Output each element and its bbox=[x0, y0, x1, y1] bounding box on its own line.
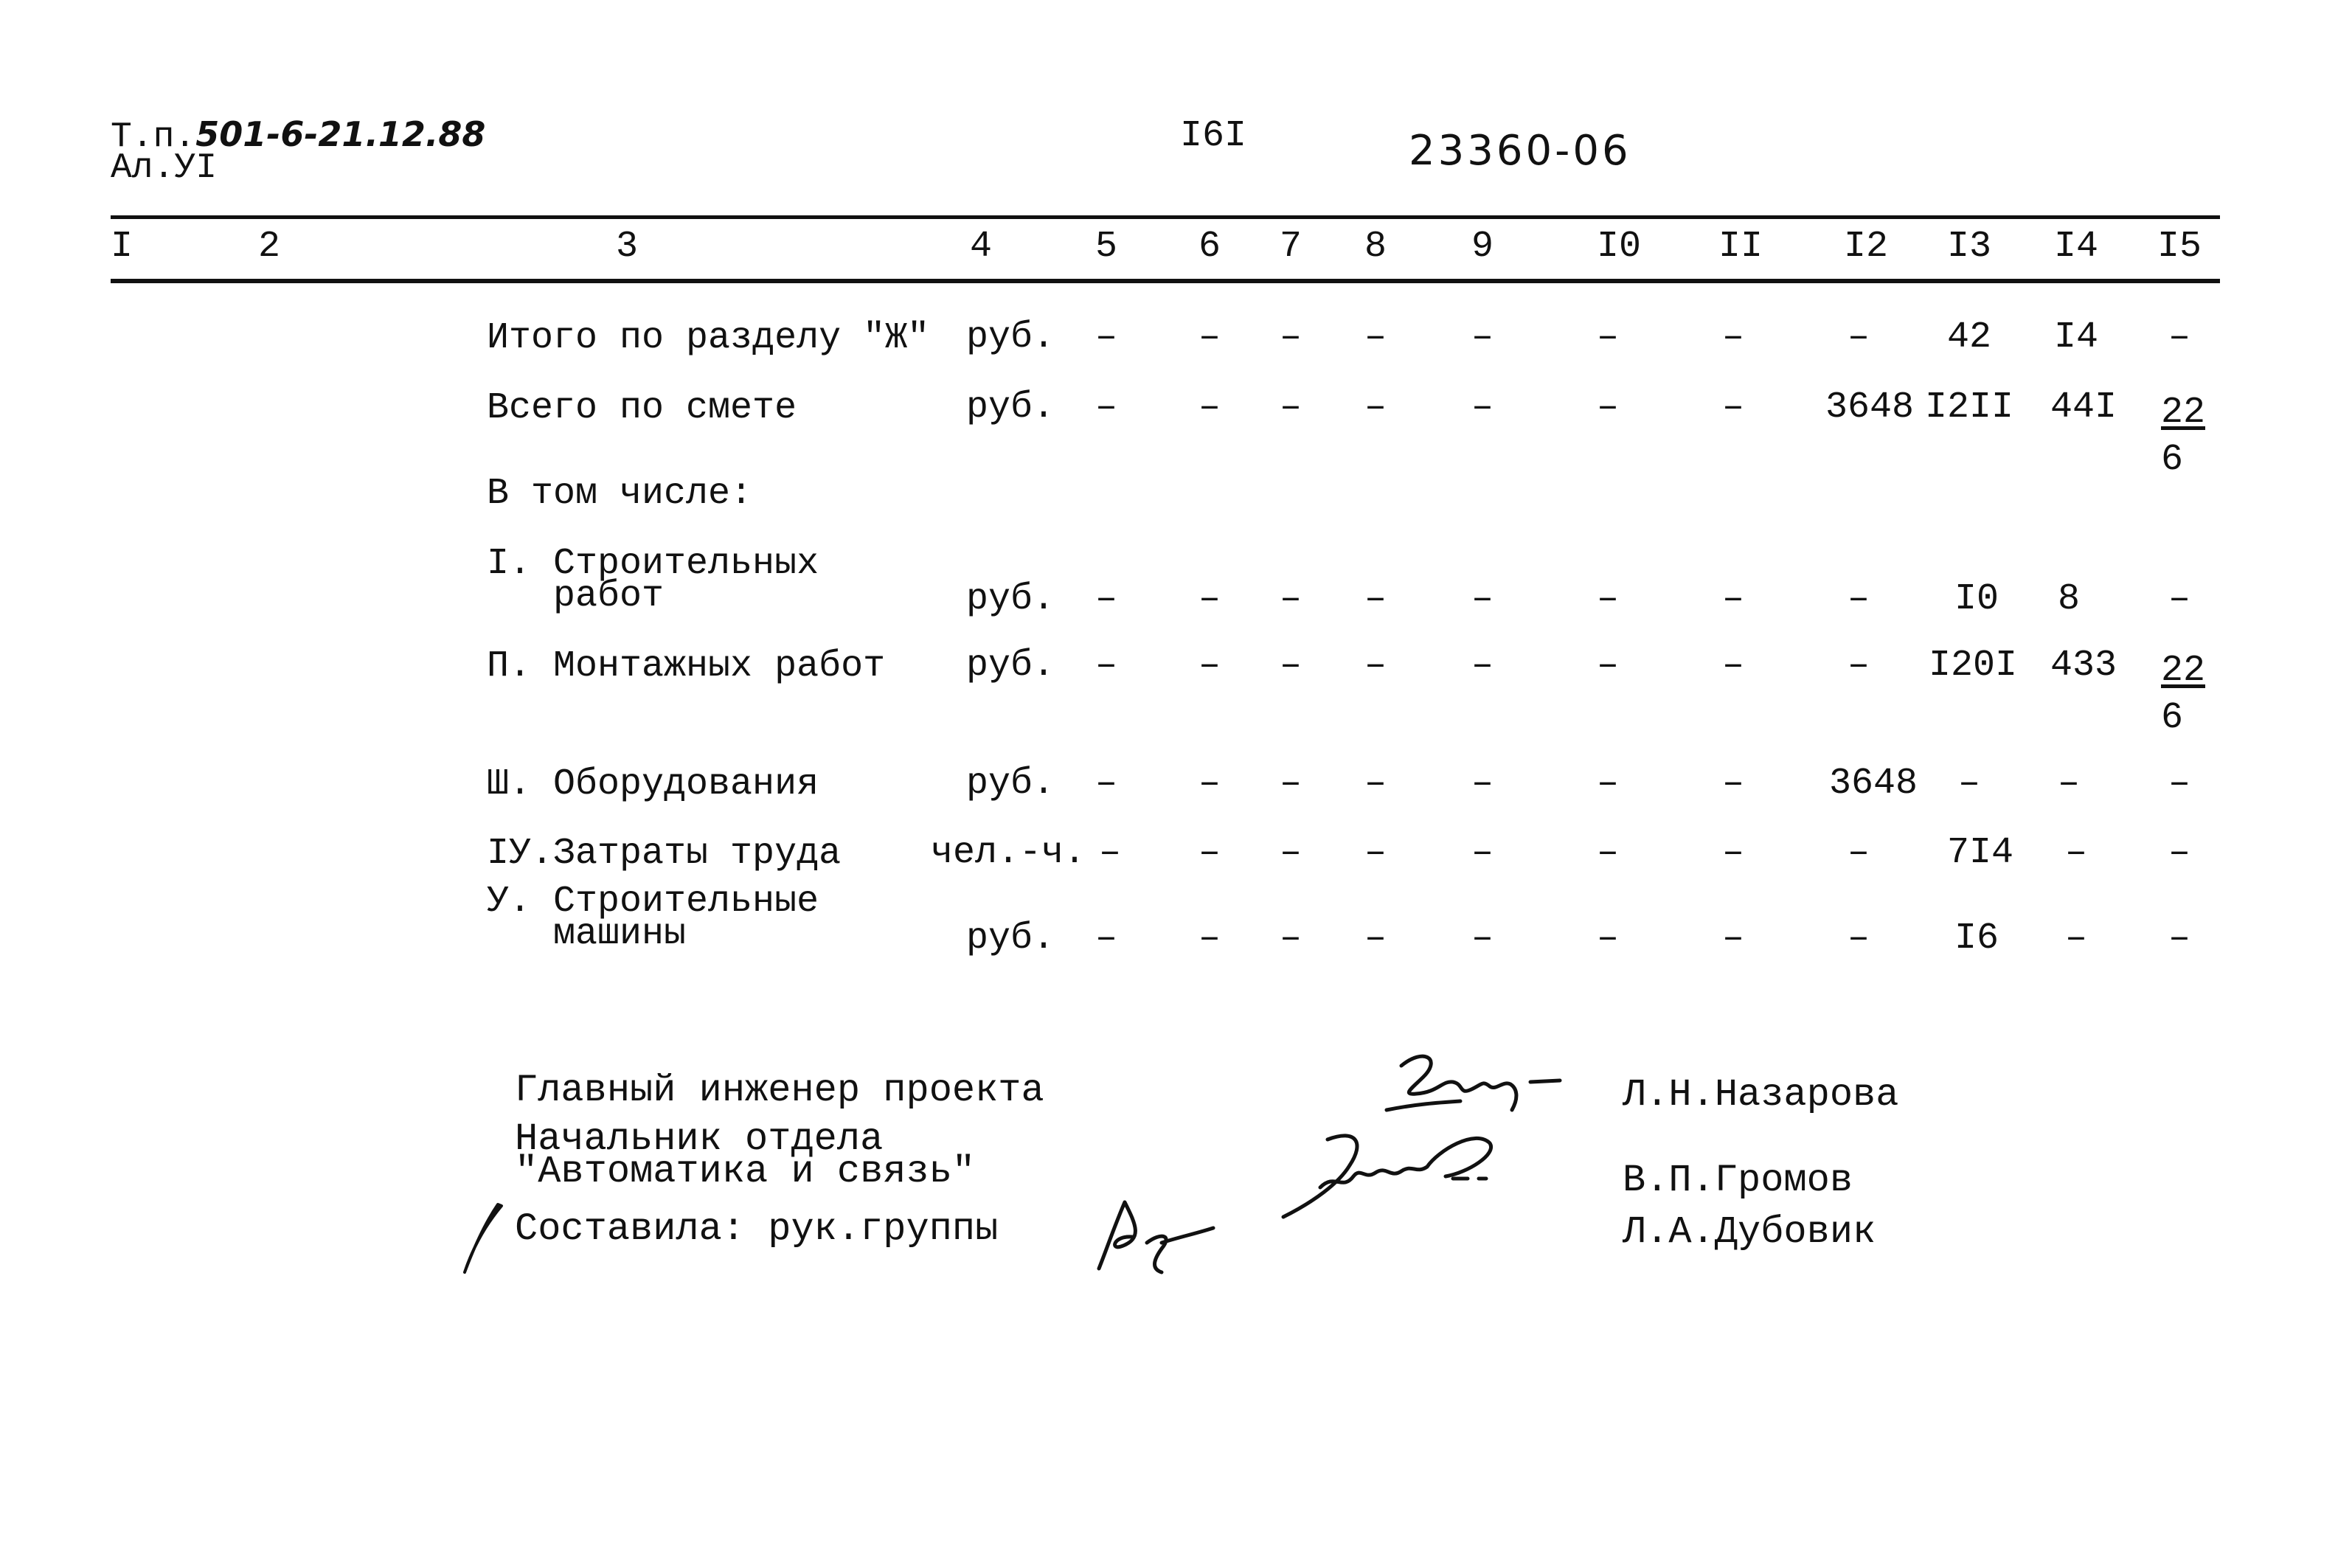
row-unit: руб. bbox=[966, 917, 1055, 960]
cell-col5: – bbox=[1095, 316, 1118, 358]
cell-col5: – bbox=[1098, 832, 1122, 874]
cell-col7: – bbox=[1279, 386, 1302, 429]
row-label: П. Монтажных работ bbox=[487, 645, 886, 687]
cell-col15 bbox=[2161, 648, 2205, 742]
table-top-rule bbox=[111, 215, 2220, 219]
cell-col6: – bbox=[1198, 917, 1221, 960]
col-header: 9 bbox=[1471, 226, 1494, 268]
cell-col6: – bbox=[1198, 386, 1221, 429]
row-label-line2: работ bbox=[553, 575, 665, 617]
cell-col12: 3648 bbox=[1825, 386, 1915, 429]
album-number: Ал.УI bbox=[111, 148, 218, 188]
cell-col15-top: 22 bbox=[2161, 650, 2206, 692]
signature-gromov bbox=[1269, 1121, 1512, 1224]
doc-prefix: Т.п. bbox=[111, 117, 196, 157]
col-header: 2 bbox=[257, 226, 281, 268]
cell-col12: – bbox=[1847, 917, 1870, 960]
cell-col5: – bbox=[1095, 645, 1118, 687]
cell-col15: – bbox=[2168, 578, 2191, 620]
cell-col8: – bbox=[1364, 832, 1387, 874]
cell-col13: – bbox=[1957, 763, 1981, 805]
cell-col9: – bbox=[1471, 763, 1494, 805]
row-label-line1: У. Строительные bbox=[487, 881, 819, 923]
cell-col9: – bbox=[1471, 386, 1494, 429]
cell-col9: – bbox=[1471, 316, 1494, 358]
cell-col10: – bbox=[1596, 316, 1620, 358]
cell-col10: – bbox=[1596, 386, 1620, 429]
col-header: 3 bbox=[615, 226, 639, 268]
row-label-line2: машины bbox=[553, 913, 687, 955]
col-header: I2 bbox=[1843, 226, 1889, 268]
cell-col10: – bbox=[1596, 578, 1620, 620]
cell-col11: – bbox=[1721, 917, 1745, 960]
cell-col11: – bbox=[1721, 386, 1745, 429]
doc-code-stamp: 23360-06 bbox=[1409, 127, 1631, 175]
check-mark bbox=[457, 1198, 509, 1280]
cell-col11: – bbox=[1721, 763, 1745, 805]
cell-col12: – bbox=[1847, 316, 1870, 358]
row-label: Итого по разделу "Ж" bbox=[487, 317, 930, 359]
cell-col15-bottom: 6 bbox=[2161, 439, 2184, 481]
cell-col6: – bbox=[1198, 316, 1221, 358]
cell-col7: – bbox=[1279, 917, 1302, 960]
cell-col5: – bbox=[1095, 917, 1118, 960]
row-label: IУ.Затраты труда bbox=[487, 833, 842, 875]
cell-col14: – bbox=[2057, 763, 2081, 805]
col-header: I5 bbox=[2157, 226, 2202, 268]
cell-col14: – bbox=[2064, 832, 2088, 874]
cell-col11: – bbox=[1721, 316, 1745, 358]
cell-col10: – bbox=[1596, 763, 1620, 805]
col-header: 5 bbox=[1095, 226, 1118, 268]
cell-col7: – bbox=[1279, 578, 1302, 620]
cell-col9: – bbox=[1471, 578, 1494, 620]
row-label: Всего по смете bbox=[487, 387, 797, 429]
cell-col14: 8 bbox=[2057, 578, 2081, 620]
dept-head-name: В.П.Громов bbox=[1623, 1159, 1853, 1202]
col-header: I0 bbox=[1596, 226, 1642, 268]
cell-col13: I2II bbox=[1924, 386, 2014, 429]
cell-col13: I6 bbox=[1954, 917, 1999, 960]
col-header: I4 bbox=[2053, 226, 2099, 268]
cell-col7: – bbox=[1279, 316, 1302, 358]
cell-col8: – bbox=[1364, 386, 1387, 429]
cell-col14: I4 bbox=[2053, 316, 2099, 358]
compiled-title: Составила: рук.группы bbox=[515, 1207, 999, 1251]
doc-handwritten-code: 501-6-21.12.88 bbox=[195, 114, 486, 154]
page-number: I6I bbox=[1180, 115, 1247, 157]
cell-col9: – bbox=[1471, 645, 1494, 687]
cell-col13: I20I bbox=[1928, 645, 2018, 687]
cell-col15: – bbox=[2168, 316, 2191, 358]
cell-col6: – bbox=[1198, 578, 1221, 620]
cell-col8: – bbox=[1364, 316, 1387, 358]
cell-col15 bbox=[2161, 389, 2205, 484]
row-unit: руб. bbox=[966, 386, 1055, 429]
table-header-rule bbox=[111, 279, 2220, 283]
cell-col9: – bbox=[1471, 832, 1494, 874]
cell-col11: – bbox=[1721, 578, 1745, 620]
cell-col7: – bbox=[1279, 645, 1302, 687]
cell-col6: – bbox=[1198, 645, 1221, 687]
dept-head-title-line1: Начальник отдела bbox=[515, 1117, 884, 1161]
row-unit: чел.-ч. bbox=[931, 832, 1086, 874]
cell-col13: 42 bbox=[1946, 316, 1992, 358]
cell-col7: – bbox=[1279, 832, 1302, 874]
cell-col8: – bbox=[1364, 763, 1387, 805]
cell-col5: – bbox=[1095, 386, 1118, 429]
cell-col14: – bbox=[2064, 917, 2088, 960]
cell-col13: I0 bbox=[1954, 578, 1999, 620]
cell-col8: – bbox=[1364, 645, 1387, 687]
cell-col14: 433 bbox=[2050, 645, 2117, 687]
col-header: I3 bbox=[1946, 226, 1992, 268]
chief-engineer-name: Л.Н.Назарова bbox=[1623, 1073, 1899, 1117]
col-header: II bbox=[1718, 226, 1763, 268]
col-header: 8 bbox=[1364, 226, 1387, 268]
row-unit: руб. bbox=[966, 763, 1055, 805]
col-header: I bbox=[110, 226, 133, 268]
cell-col10: – bbox=[1596, 917, 1620, 960]
cell-col6: – bbox=[1198, 763, 1221, 805]
cell-col6: – bbox=[1198, 832, 1221, 874]
cell-col10: – bbox=[1596, 832, 1620, 874]
row-unit: руб. bbox=[966, 578, 1055, 620]
cell-col11: – bbox=[1721, 832, 1745, 874]
cell-col12: – bbox=[1847, 645, 1870, 687]
cell-col8: – bbox=[1364, 917, 1387, 960]
col-header: 7 bbox=[1279, 226, 1302, 268]
cell-col12: – bbox=[1847, 832, 1870, 874]
signature-nazarova bbox=[1372, 1044, 1586, 1125]
cell-col15: – bbox=[2168, 832, 2191, 874]
cell-col9: – bbox=[1471, 917, 1494, 960]
cell-col15: – bbox=[2168, 917, 2191, 960]
row-label: Ш. Оборудования bbox=[487, 763, 819, 805]
col-header: 6 bbox=[1198, 226, 1221, 268]
dept-head-title-line2: "Автоматика и связь" bbox=[515, 1150, 976, 1193]
col-header: 4 bbox=[969, 226, 993, 268]
cell-col13: 7I4 bbox=[1946, 832, 2014, 874]
signature-dubovik bbox=[1092, 1191, 1224, 1280]
row-label-line1: I. Строительных bbox=[487, 543, 819, 585]
row-unit: руб. bbox=[966, 645, 1055, 687]
cell-col14: 44I bbox=[2050, 386, 2117, 429]
row-label: В том числе: bbox=[487, 473, 753, 515]
row-unit: руб. bbox=[966, 316, 1055, 358]
compiled-name: Л.А.Дубовик bbox=[1623, 1210, 1876, 1254]
cell-col15: – bbox=[2168, 763, 2191, 805]
cell-col15-top: 22 bbox=[2161, 392, 2206, 434]
cell-col8: – bbox=[1364, 578, 1387, 620]
cell-col7: – bbox=[1279, 763, 1302, 805]
cell-col5: – bbox=[1095, 578, 1118, 620]
cell-col12: – bbox=[1847, 578, 1870, 620]
cell-col5: – bbox=[1095, 763, 1118, 805]
cell-col15-bottom: 6 bbox=[2161, 697, 2184, 739]
cell-col10: – bbox=[1596, 645, 1620, 687]
cell-col11: – bbox=[1721, 645, 1745, 687]
cell-col12: 3648 bbox=[1828, 763, 1918, 805]
chief-engineer-title: Главный инженер проекта bbox=[515, 1069, 1044, 1112]
